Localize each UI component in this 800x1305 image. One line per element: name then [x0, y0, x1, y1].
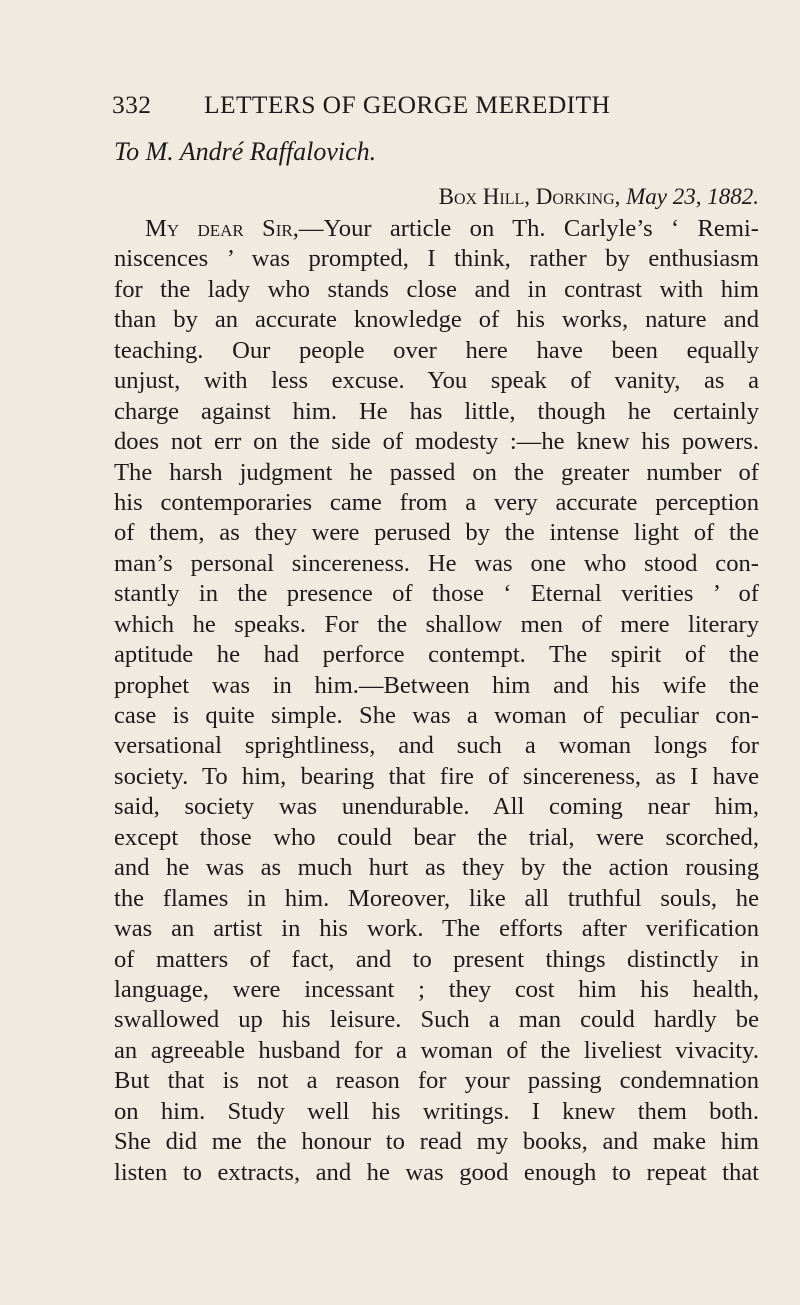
text-line: swallowed up his leisure. Such a man could hardly be: [114, 1006, 759, 1034]
letter-dateline: [0, 182, 759, 212]
letter-date: May 23, 1882.: [626, 184, 759, 209]
letter-body: [114, 214, 759, 1188]
text-line: and he was as much hurt as they by the action rousing: [114, 854, 759, 882]
page-number: 332: [112, 90, 152, 119]
running-title: LETTERS OF GEORGE MEREDITH: [204, 90, 611, 119]
text-line: for the lady who stands close and in contrast with him: [114, 275, 759, 303]
text-line: charge against him. He has little, though he certainly: [114, 397, 759, 425]
letter-salutation: My dear Sir,: [145, 215, 299, 242]
text-line: aptitude he had perforce contempt. The spirit of the: [114, 641, 759, 669]
text-line: case is quite simple. She was a woman of peculiar con-: [114, 702, 759, 729]
text-line: The harsh judgment he passed on the greater number of: [114, 458, 759, 486]
text-line: unjust, with less excuse. You speak of vanity, as a: [114, 367, 759, 395]
text-line: niscences ’ was prompted, I think, rather by enthusiasm: [114, 245, 759, 273]
text-line: listen to extracts, and he was good enough to repeat that: [114, 1158, 759, 1186]
text-line: his contemporaries came from a very accurate perception: [114, 488, 759, 516]
text-line: But that is not a reason for your passing condemnation: [114, 1067, 759, 1095]
text-line: She did me the honour to read my books, and make him: [114, 1128, 759, 1156]
text-line: does not err on the side of modesty :—he knew his powers.: [114, 428, 759, 456]
letter-place: Box Hill, Dorking,: [438, 184, 621, 209]
text-line: said, society was unendurable. All coming near him,: [114, 793, 759, 821]
text-line: stantly in the presence of those ‘ Eternal verities ’ of: [114, 580, 759, 608]
text-line: prophet was in him.—Between him and his wife the: [114, 671, 759, 699]
running-head: [112, 88, 664, 122]
text-line: except those who could bear the trial, were scorched,: [114, 823, 759, 851]
text-line: [114, 214, 759, 244]
text-line: the flames in him. Moreover, like all truthful souls, he: [114, 884, 759, 912]
text-line: language, were incessant ; they cost him his health,: [114, 975, 759, 1003]
text-line: which he speaks. For the shallow men of mere literary: [114, 610, 759, 638]
letter-recipient: To M. André Raffalovich.: [114, 137, 377, 166]
text-line: on him. Study well his writings. I knew them both.: [114, 1097, 759, 1125]
text-line: teaching. Our people over here have been equally: [114, 336, 759, 364]
text-line: of them, as they were perused by the intense light of the: [114, 519, 759, 547]
text-line: than by an accurate knowledge of his works, nature and: [114, 306, 759, 334]
text-line: versational sprightliness, and such a woman longs for: [114, 732, 759, 760]
text-line-content: —Your article on Th. Carlyle’s ‘ Remi-: [298, 215, 759, 242]
text-line: man’s personal sincereness. He was one who stood con-: [114, 549, 759, 577]
text-line: of matters of fact, and to present things distinctly in: [114, 945, 759, 973]
text-line: an agreeable husband for a woman of the liveliest vivacity.: [114, 1036, 759, 1064]
text-line: society. To him, bearing that fire of sincereness, as I have: [114, 762, 759, 790]
text-line: was an artist in his work. The efforts after verification: [114, 915, 759, 943]
